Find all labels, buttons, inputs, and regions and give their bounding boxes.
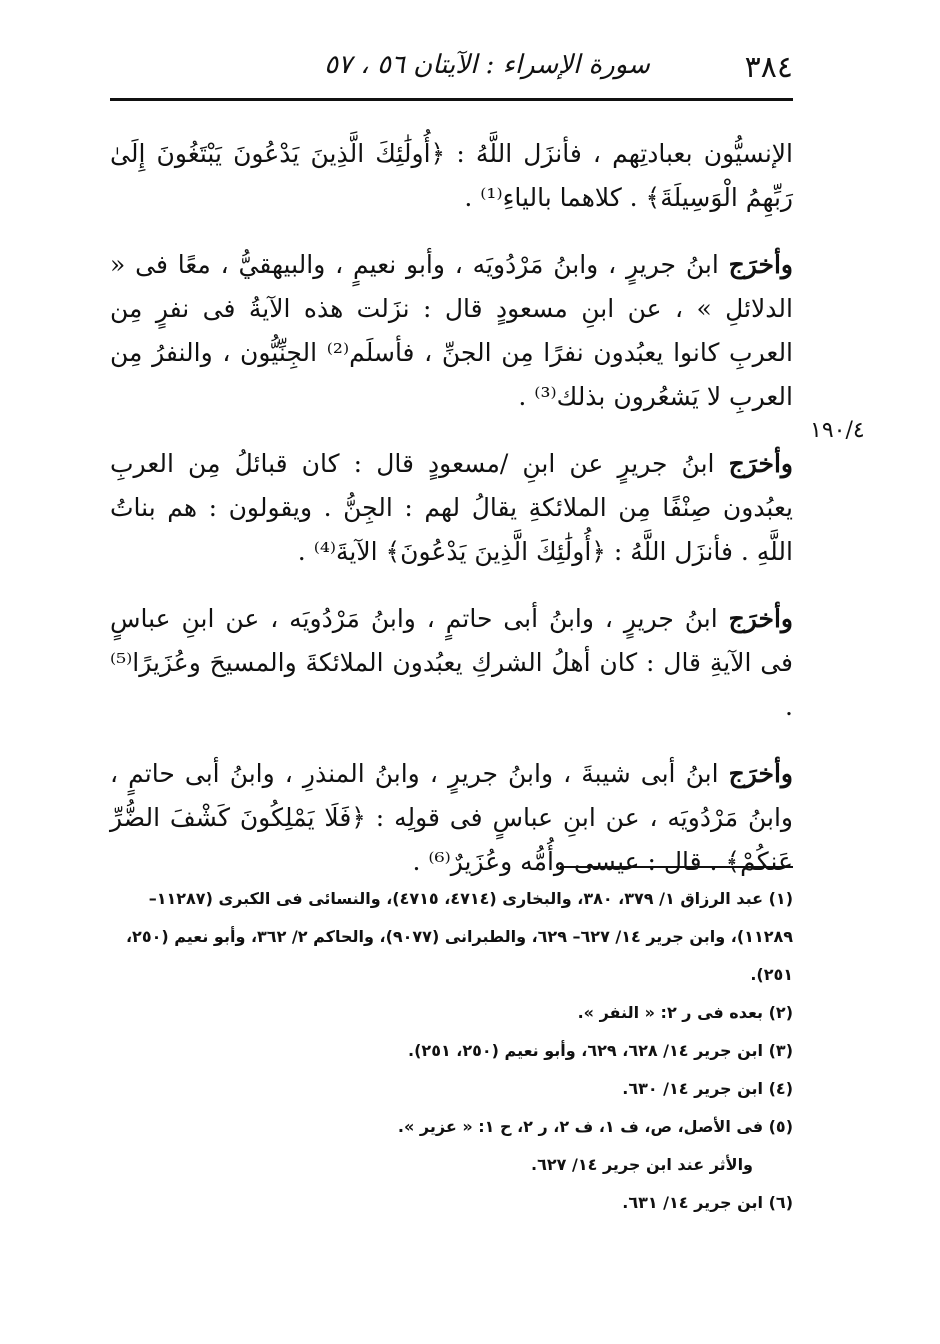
paragraph-text: ابنُ جريرٍ ، وابنُ أبى حاتمٍ ، وابنُ مَرْدُويَه ، عن ابنِ عباسٍ فى الآيةِ قال : كان أهلُ الشركِ يعبُدون الملائكةَ والمسيحَ وعُزَيرًا⁽⁵⁾ . xyxy=(110,604,793,721)
footnote-1: (١) عبد الرزاق ١/ ٣٧٩، ٣٨٠، والبخارى (٤٧١٤، ٤٧١٥)، والنسائى فى الكبرى (١١٢٨٧– ١١٢٨٩)، وابن جرير ١٤/ ٦٢٧– ٦٢٩، والطبرانى (٩٠٧٧)، والحاكم ٢/ ٣٦٢، وأبو نعيم (٢٥٠، ٢٥١). xyxy=(125,889,793,984)
footnote-4: (٤) ابن جرير ١٤/ ٦٣٠. xyxy=(622,1079,793,1098)
footnote-6: (٦) ابن جرير ١٤/ ٦٣١. xyxy=(622,1193,793,1212)
header-rule xyxy=(110,98,793,101)
footnote-2: (٢) بعده فى ر ٢: « النفر ». xyxy=(577,1003,793,1022)
paragraph-text: الإنسيُّون بعبادتِهم ، فأنزَل اللَّهُ : ﴿أُولَٰئِكَ الَّذِينَ يَدْعُونَ يَبْتَغُونَ إِلَىٰ رَبِّهِمُ الْوَسِيلَةَ﴾ . كلاهما بالياءِ⁽¹⁾ . xyxy=(110,139,793,212)
margin-volume-page-note: ١٩٠/٤ xyxy=(810,418,865,443)
paragraph-text: ابنُ جريرٍ عن ابنِ /مسعودٍ قال : كان قبائلُ مِن العربِ يعبُدون صِنْفًا مِن الملائكةِ يقالُ لهم : الجِنُّ . ويقولون : هم بناتُ اللَّهِ . فأنزَل اللَّهُ : ﴿أُولَٰئِكَ الَّذِينَ يَدْعُونَ﴾ الآيةَ⁽⁴⁾ . xyxy=(110,449,793,566)
footnote-3: (٣) ابن جرير ١٤/ ٦٢٨، ٦٢٩، وأبو نعيم (٢٥٠، ٢٥١). xyxy=(408,1041,793,1060)
footnote-rule xyxy=(560,866,793,868)
paragraph-3 xyxy=(110,442,793,574)
paragraph-text: ابنُ جريرٍ ، وابنُ مَرْدُويَه ، وأبو نعيمٍ ، والبيهقيُّ ، معًا فى « الدلائلِ » ، عن ابنِ مسعودٍ قال : نزَلت هذه الآيةُ فى نفرٍ مِن العربِ كانوا يعبُدون نفرًا مِن الجنِّ ، فأسلَم⁽²⁾ الجِنِّيُّون ، والنفرُ مِن العربِ لا يَشعُرون بذلك⁽³⁾ . xyxy=(110,250,794,411)
paragraph-lead: وأخرَج xyxy=(728,449,793,478)
paragraph-lead: وأخرَج xyxy=(728,250,793,279)
running-title: سورة الإسراء : الآيتان ٥٦ ، ٥٧ xyxy=(324,50,650,80)
footnote-5: (٥) فى الأصل، ص، ف ١، ف ٢، ر ٢، ح ١: « عزير ». xyxy=(397,1117,793,1136)
main-text xyxy=(110,132,793,907)
paragraph-1 xyxy=(110,132,793,220)
paragraph-text: ابنُ أبى شيبةَ ، وابنُ جريرٍ ، وابنُ المنذرِ ، وابنُ أبى حاتمٍ ، وابنُ مَرْدُويَه ، عن ابنِ عباسٍ فى قولِه : ﴿فَلَا يَمْلِكُونَ كَشْفَ الضُّرِّ عَنكُمْ﴾ . قال : عيسى وأُمُّه وعُزَيرٌ⁽⁶⁾ . xyxy=(110,759,793,876)
paragraph-5 xyxy=(110,752,793,884)
paragraph-2 xyxy=(110,243,793,419)
paragraph-lead: وأخرَج xyxy=(728,759,793,788)
paragraph-lead: وأخرَج xyxy=(728,604,793,633)
footnote-5-continuation: والأثر عند ابن جرير ١٤/ ٦٢٧. xyxy=(531,1155,753,1174)
footnotes xyxy=(110,880,793,1222)
paragraph-4 xyxy=(110,597,793,729)
page-number: ٣٨٤ xyxy=(744,50,793,85)
page-header xyxy=(110,40,793,96)
